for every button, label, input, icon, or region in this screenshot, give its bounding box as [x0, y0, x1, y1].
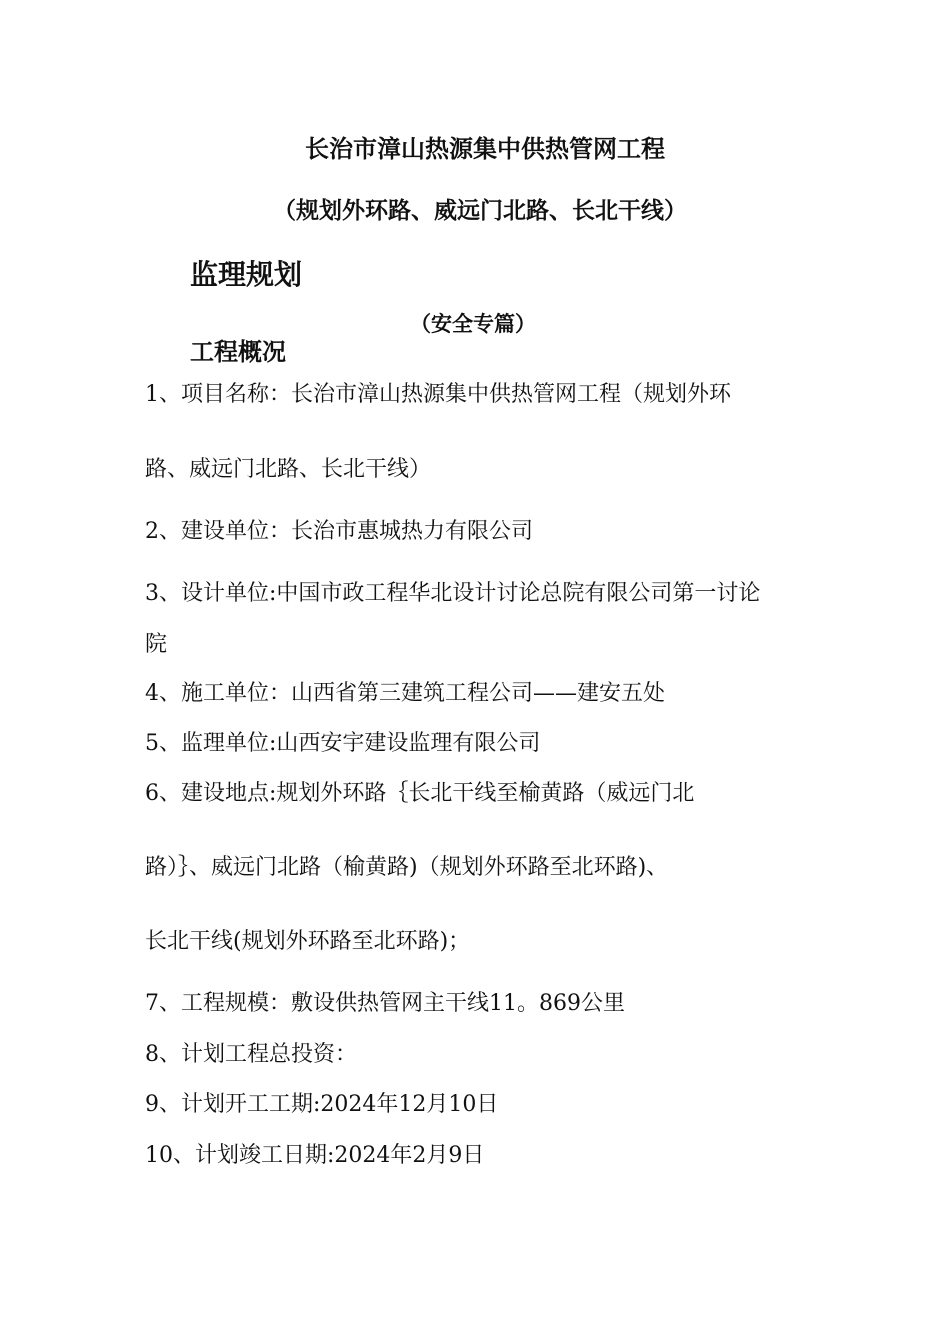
section-heading: 工程概况: [190, 338, 286, 366]
title-line-3: 监理规划: [190, 258, 303, 291]
title-line-2: （规划外环路、威远门北路、长北干线）: [273, 198, 687, 224]
item-9: 9、计划开工工期:2024年12月10日: [145, 1092, 499, 1117]
item-4: 4、施工单位：山西省第三建筑工程公司——建安五处: [145, 681, 665, 706]
item-3-line-1: 3、设计单位:中国市政工程华北设计讨论总院有限公司第一讨论: [145, 581, 761, 606]
item-8: 8、计划工程总投资：: [145, 1042, 357, 1067]
item-3-line-2: 院: [145, 632, 168, 657]
item-2: 2、建设单位：长治市惠城热力有限公司: [145, 519, 533, 544]
item-6-line-3: 长北干线(规划外环路至北环路)；: [145, 929, 471, 954]
item-6-line-1: 6、建设地点:规划外环路｛长北干线至榆黄路（威远门北: [145, 781, 695, 806]
item-1-line-1: 1、项目名称：长治市漳山热源集中供热管网工程（规划外环: [145, 382, 731, 407]
title-line-1: 长治市漳山热源集中供热管网工程: [305, 135, 665, 163]
item-7: 7、工程规模：敷设供热管网主干线11。869公里: [145, 991, 625, 1016]
subtitle: （安全专篇）: [410, 312, 536, 336]
item-1-line-2: 路、威远门北路、长北干线）: [145, 457, 432, 482]
item-6-line-2: 路）｝、威远门北路（榆黄路)（规划外环路至北环路)、: [145, 855, 669, 880]
item-5: 5、监理单位:山西安宇建设监理有限公司: [145, 731, 541, 756]
item-10: 10、计划竣工日期:2024年2月9日: [145, 1143, 485, 1168]
